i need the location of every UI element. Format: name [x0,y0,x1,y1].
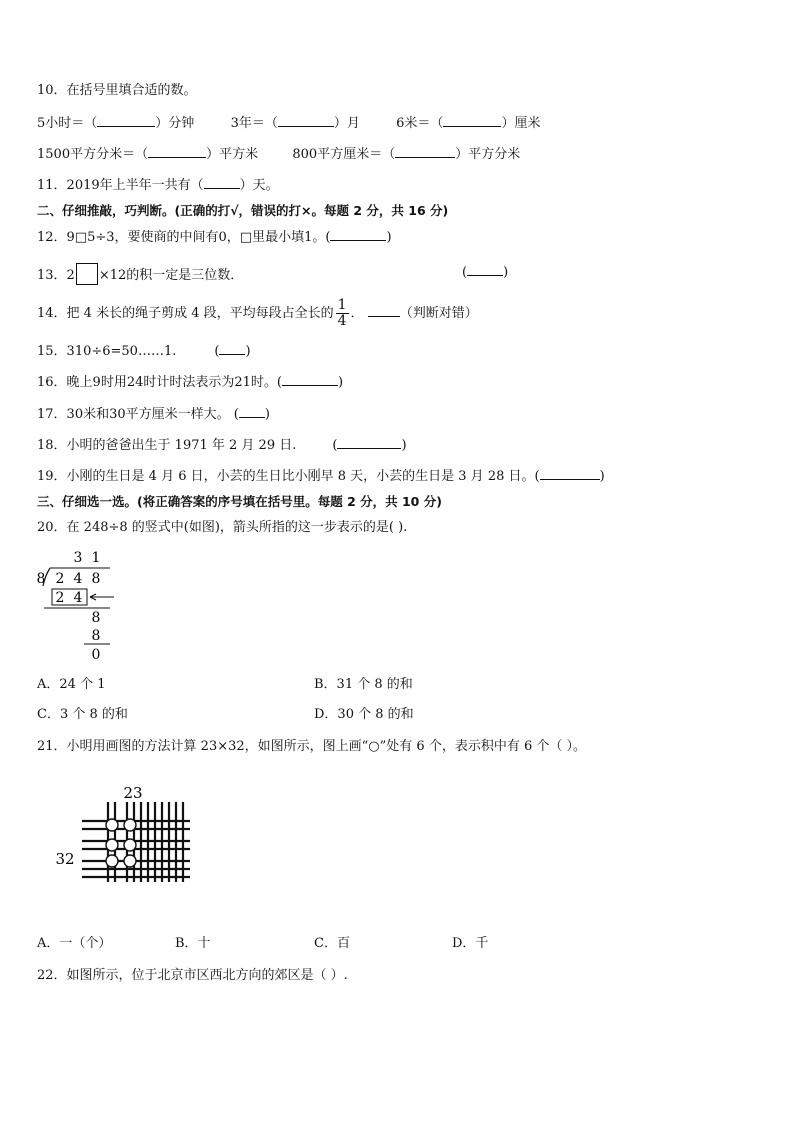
q21-option-d[interactable]: D．千 [452,936,489,951]
answer-blank[interactable] [148,145,206,158]
remainder: 0 [91,647,101,663]
q20-option-d[interactable]: D．30 个 8 的和 [314,707,414,722]
q10-item-hours: 5小时＝（ ）分钟 [37,116,195,131]
q19: 19．小刚的生日是 4 月 6 日，小芸的生日比小刚早 8 天，小芸的生日是 3 月 28 日。( ) [37,469,605,484]
q11: 11．2019年上半年一共有（ ）天。 [37,178,279,193]
section-2-heading: 二、仔细推敲，巧判断。(正确的打√，错误的打×。每题 2 分，共 16 分) [37,203,449,218]
answer-blank[interactable] [204,176,240,189]
answer-blank[interactable] [278,114,334,127]
q18: 18．小明的爸爸出生于 1971 年 2 月 29 日. ( ) [37,438,407,453]
multiplication-line-diagram [50,780,200,890]
section-3-heading: 三、仔细选一选。(将正确答案的序号填在括号里。每题 2 分，共 10 分) [37,494,442,509]
q21-option-b[interactable]: B．十 [175,936,211,951]
step-digit: 4 [73,590,83,606]
q13: 13．2 ×12的积一定是三位数． [37,263,243,285]
label-23: 23 [123,784,143,802]
intersection-circles [106,819,136,867]
step-digit: 8 [91,610,101,626]
answer-blank[interactable] [337,436,401,449]
q14: 14．把 4 米长的绳子剪成 4 段，平均每段占全长的 $\frac{1}{4}$ ． （判断对错） [37,297,478,329]
quotient-digit: 3 [73,550,83,566]
answer-blank[interactable] [330,228,386,241]
fill-in-box[interactable] [76,263,98,285]
q12: 12．9□5÷3，要使商的中间有0，□里最小填1。( ) [37,230,392,245]
q15: 15．310÷6=50……1. ( ) [37,344,251,359]
q20-option-b[interactable]: B．31 个 8 的和 [314,677,413,692]
answer-blank[interactable] [395,145,455,158]
q13-answer: ( ) [462,265,509,280]
horizontal-lines [82,821,190,877]
step-digit: 8 [91,628,101,644]
answer-blank[interactable] [282,373,338,386]
fraction-one-quarter: $\frac{1}{4}$ [337,297,347,329]
quotient-digit: 1 [91,550,101,566]
q17: 17．30米和30平方厘米一样大。 ( ) [37,407,270,422]
q20-option-c[interactable]: C．3 个 8 的和 [37,707,128,722]
answer-blank[interactable] [239,405,265,418]
divisor: 8 [36,571,46,587]
q20-title: 20．在 248÷8 的竖式中(如图)，箭头所指的这一步表示的是( ). [37,520,408,535]
label-32: 32 [55,850,75,868]
q21-title: 21．小明用画图的方法计算 23×32，如图所示，图上画“○”处有 6 个，表示积中有 6 个（ ）。 [37,739,586,754]
q20-option-a[interactable]: A．24 个 1 [37,677,106,692]
step-digit: 2 [55,590,65,606]
q10-item-meters: 6米＝（ ）厘米 [396,116,541,131]
q21-option-a[interactable]: A．一（个） [37,936,112,951]
dividend-digit: 2 [55,571,65,587]
q22-title: 22．如图所示，位于北京市区西北方向的郊区是（ ）. [37,968,348,983]
long-division-diagram [30,546,130,666]
q10-item-sqcm: 800平方厘米＝（ ）平方分米 [292,147,521,162]
dividend-digit: 8 [91,571,101,587]
answer-blank[interactable] [368,304,400,317]
answer-blank[interactable] [219,342,245,355]
answer-blank[interactable] [540,467,600,480]
q10-row2 [37,145,520,164]
q10-item-years: 3年＝（ ）月 [230,116,360,131]
dividend-digit: 4 [73,571,83,587]
q21-option-c[interactable]: C．百 [314,936,350,951]
answer-blank[interactable] [467,263,503,276]
q10-title: 10．在括号里填合适的数。 [37,83,197,98]
answer-blank[interactable] [97,114,155,127]
q10-item-sqdm: 1500平方分米＝（ ）平方米 [37,147,259,162]
q10-row1 [37,114,540,133]
answer-blank[interactable] [443,114,501,127]
q16: 16．晚上9时用24时计时法表示为21时。( ) [37,375,344,390]
